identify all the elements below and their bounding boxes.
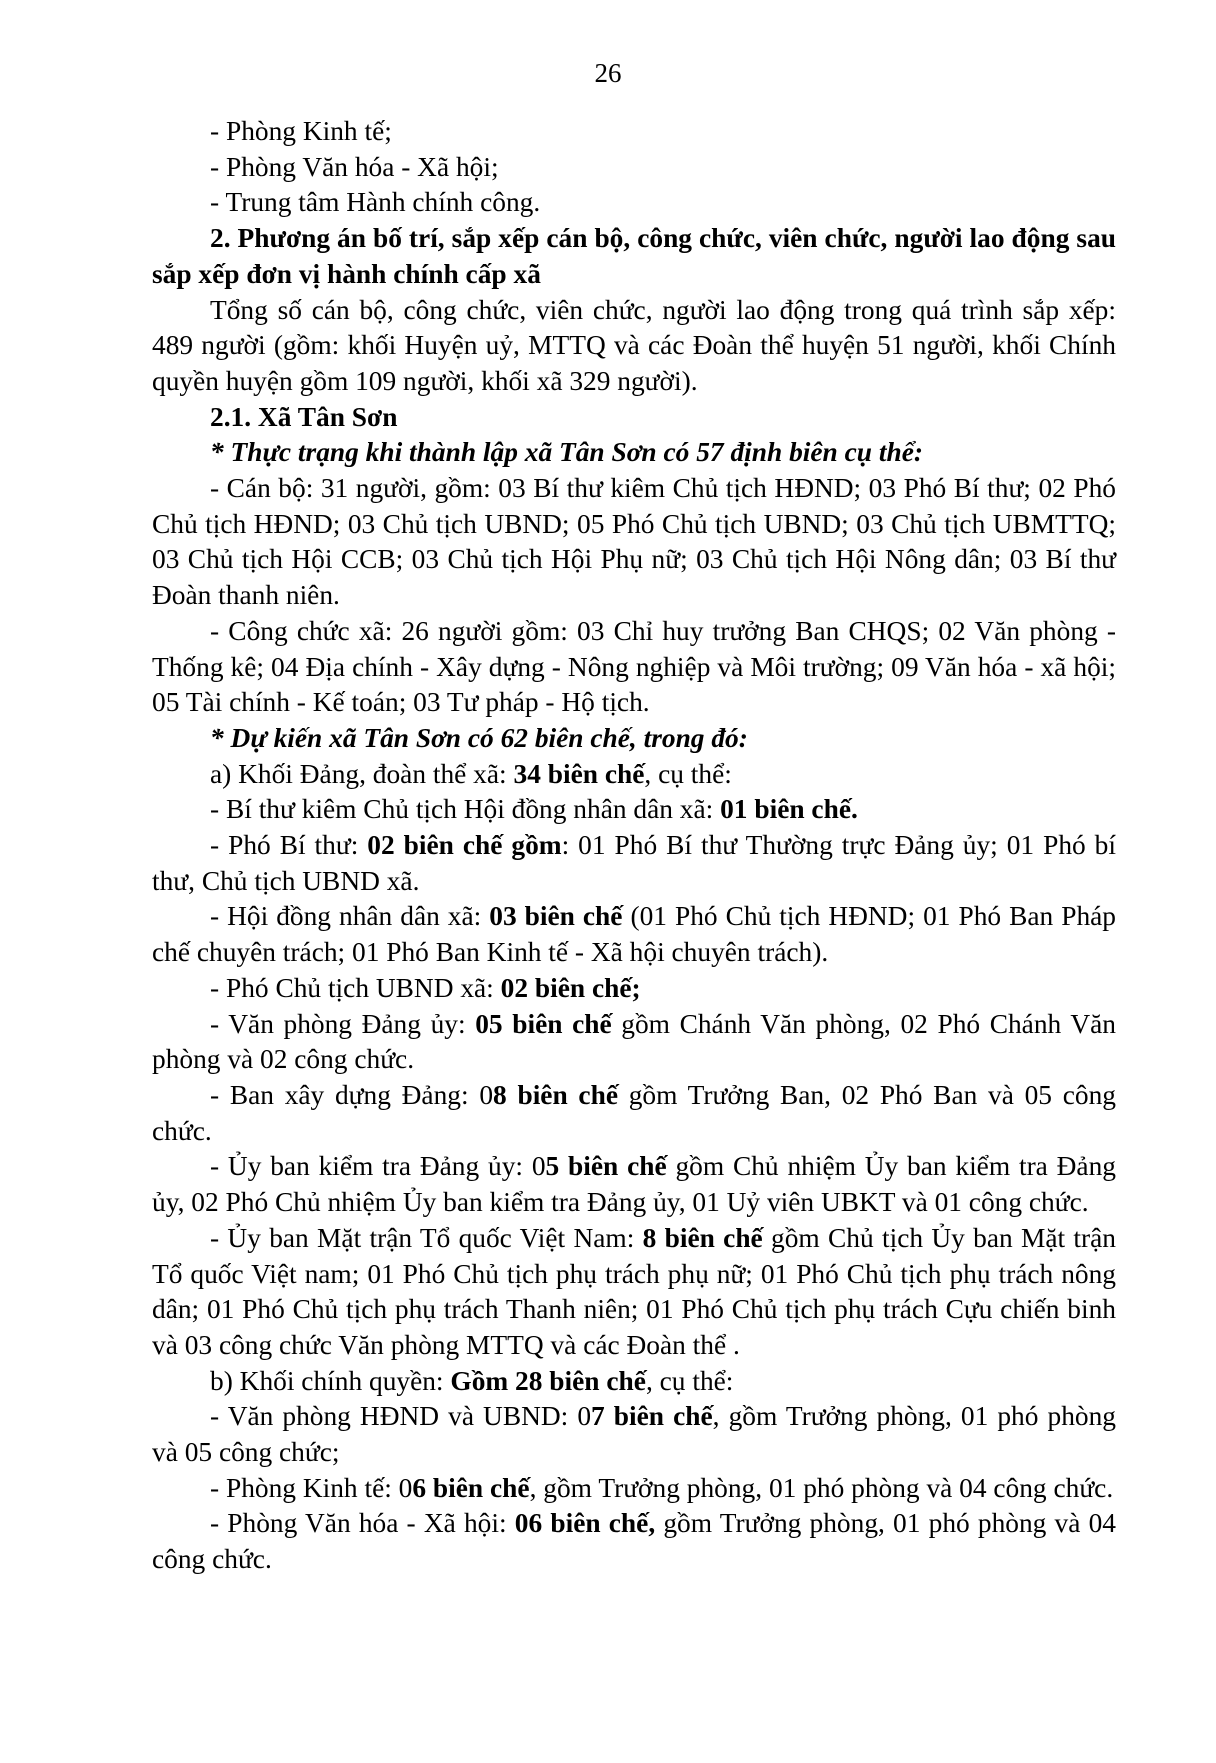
document-body	[152, 114, 1116, 1578]
paragraph: - Cán bộ: 31 người, gồm: 03 Bí thư kiêm Chủ tịch HĐND; 03 Phó Bí thư; 02 Phó Chủ tịch HĐND; 03 Chủ tịch UBND; 05 Phó Chủ tịch UBND; 03 Chủ tịch UBMTTQ; 03 Chủ tịch Hội CCB; 03 Chủ tịch Hội Phụ nữ; 03 Chủ tịch Hội Nông dân; 03 Bí thư Đoàn thanh niên.	[152, 473, 1116, 611]
paragraph: - Ban xây dựng Đảng: 08 biên chế gồm Trưởng Ban, 02 Phó Ban và 05 công chức.	[152, 1079, 1116, 1146]
paragraph: - Phòng Văn hóa - Xã hội: 06 biên chế, gồm Trưởng phòng, 01 phó phòng và 04 công chức.	[152, 1508, 1116, 1575]
subheading-planned: * Dự kiến xã Tân Sơn có 62 biên chế, trong đó:	[210, 722, 748, 753]
list-item: - Trung tâm Hành chính công.	[210, 187, 541, 218]
paragraph: - Văn phòng Đảng ủy: 05 biên chế gồm Chánh Văn phòng, 02 Phó Chánh Văn phòng và 02 công chức.	[152, 1008, 1116, 1075]
page-number: 26	[594, 58, 622, 88]
section-heading: 2. Phương án bố trí, sắp xếp cán bộ, công chức, viên chức, người lao động sau sắp xếp đơn vị hành chính cấp xã	[152, 223, 1116, 289]
paragraph: - Ủy ban kiểm tra Đảng ủy: 05 biên chế gồm Chủ nhiệm Ủy ban kiểm tra Đảng ủy, 02 Phó Chủ nhiệm Ủy ban kiểm tra Đảng ủy, 01 Uỷ viên UBKT và 01 công chức.	[152, 1151, 1116, 1218]
subsection-heading: 2.1. Xã Tân Sơn	[210, 401, 398, 432]
subheading-current-status: * Thực trạng khi thành lập xã Tân Sơn có 57 định biên cụ thể:	[210, 437, 923, 468]
paragraph: - Hội đồng nhân dân xã: 03 biên chế (01 Phó Chủ tịch HĐND; 01 Phó Ban Pháp chế chuyên trách; 01 Phó Ban Kinh tế - Xã hội chuyên trách).	[152, 901, 1116, 968]
paragraph: b) Khối chính quyền: Gồm 28 biên chế, cụ thể:	[210, 1365, 734, 1396]
paragraph: - Văn phòng HĐND và UBND: 07 biên chế, gồm Trưởng phòng, 01 phó phòng và 05 công chức;	[152, 1401, 1116, 1468]
paragraph: - Phòng Kinh tế: 06 biên chế, gồm Trưởng phòng, 01 phó phòng và 04 công chức.	[210, 1472, 1114, 1503]
paragraph: - Ủy ban Mặt trận Tổ quốc Việt Nam: 8 biên chế gồm Chủ tịch Ủy ban Mặt trận Tổ quốc Việt nam; 01 Phó Chủ tịch phụ trách phụ nữ; 01 Phó Chủ tịch phụ trách nông dân; 01 Phó Chủ tịch phụ trách Thanh niên; 01 Phó Chủ tịch phụ trách Cựu chiến binh và 03 công chức Văn phòng MTTQ và các Đoàn thể .	[152, 1222, 1116, 1360]
paragraph: - Phó Chủ tịch UBND xã: 02 biên chế;	[210, 972, 641, 1003]
paragraph: - Bí thư kiêm Chủ tịch Hội đồng nhân dân xã: 01 biên chế.	[210, 794, 858, 825]
list-item: - Phòng Kinh tế;	[210, 116, 392, 146]
paragraph: - Công chức xã: 26 người gồm: 03 Chỉ huy trưởng Ban CHQS; 02 Văn phòng - Thống kê; 04 Địa chính - Xây dựng - Nông nghiệp và Môi trường; 09 Văn hóa - xã hội; 05 Tài chính - Kế toán; 03 Tư pháp - Hộ tịch.	[152, 615, 1116, 718]
list-item: - Phòng Văn hóa - Xã hội;	[210, 151, 499, 182]
paragraph: - Phó Bí thư: 02 biên chế gồm: 01 Phó Bí thư Thường trực Đảng ủy; 01 Phó bí thư, Chủ tịch UBND xã.	[152, 830, 1116, 896]
paragraph: Tổng số cán bộ, công chức, viên chức, người lao động trong quá trình sắp xếp: 489 người (gồm: khối Huyện uỷ, MTTQ và các Đoàn thể huyện 51 người, khối Chính quyền huyện gồm 109 người, khối xã 329 người).	[152, 294, 1116, 396]
paragraph: a) Khối Đảng, đoàn thể xã: 34 biên chế, cụ thể:	[210, 758, 732, 789]
